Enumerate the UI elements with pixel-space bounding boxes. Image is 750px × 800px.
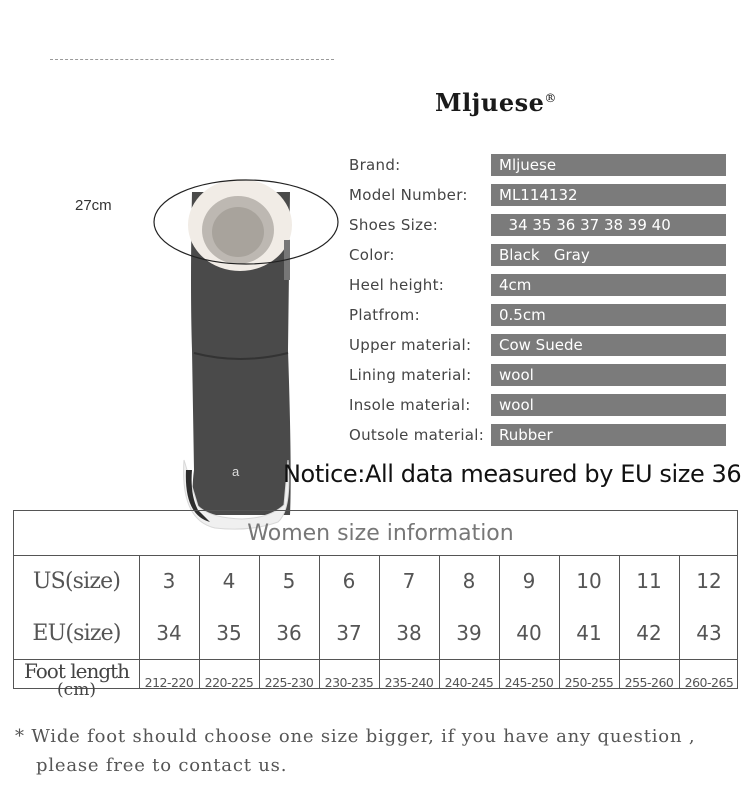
spec-row-color — [349, 244, 729, 266]
table-cell: 10 — [576, 569, 602, 593]
spec-row-model-number — [349, 184, 729, 206]
spec-value: wool — [491, 394, 726, 416]
table-cell: 212-220 — [144, 675, 194, 690]
spec-value: 0.5cm — [491, 304, 726, 326]
table-cell: 4 — [222, 569, 236, 593]
spec-value: 34 35 36 37 38 39 40 — [491, 214, 726, 236]
spec-row-platform — [349, 304, 729, 326]
table-cell: 36 — [276, 621, 302, 645]
spec-label: Outsole material: — [349, 426, 485, 444]
spec-row-outsole-material — [349, 424, 729, 446]
size-chart-table — [13, 510, 738, 700]
table-cell: 42 — [636, 621, 662, 645]
spec-label: Color: — [349, 246, 395, 264]
spec-label: Model Number: — [349, 186, 468, 204]
shaft-circumference-label: 27cm — [75, 197, 112, 214]
table-cell: 5 — [282, 569, 296, 593]
table-cell: 40 — [516, 621, 542, 645]
brand-logo: Mljuese® — [435, 88, 557, 117]
table-cell: 225-230 — [264, 675, 314, 690]
spec-label: Platfrom: — [349, 306, 420, 324]
footnote-line-1: * Wide foot should choose one size bigger, if you have any question , — [15, 726, 696, 747]
image-marker: a — [232, 464, 240, 479]
table-cell: 43 — [696, 621, 722, 645]
table-cell: 250-255 — [564, 675, 614, 690]
spec-row-brand — [349, 154, 729, 176]
spec-label: Lining material: — [349, 366, 472, 384]
table-cell: 12 — [696, 569, 722, 593]
table-cell: 35 — [216, 621, 242, 645]
measurement-notice: Notice:All data measured by EU size 36 — [283, 460, 742, 488]
sizing-footnote — [15, 722, 745, 780]
size-table-title: Women size information — [14, 511, 737, 556]
table-cell: 38 — [396, 621, 422, 645]
spec-row-heel-height — [349, 274, 729, 296]
table-cell: 41 — [576, 621, 602, 645]
table-cell: 3 — [162, 569, 176, 593]
table-cell: 7 — [402, 569, 416, 593]
spec-row-shoes-size — [349, 214, 729, 236]
spec-value: Mljuese — [491, 154, 726, 176]
table-cell: 9 — [522, 569, 536, 593]
spec-value: Rubber — [491, 424, 726, 446]
spec-value: Black Gray — [491, 244, 726, 266]
spec-label: Heel height: — [349, 276, 445, 294]
table-cell: 6 — [342, 569, 356, 593]
table-cell: 235-240 — [384, 675, 434, 690]
spec-label: Brand: — [349, 156, 401, 174]
table-cell: 220-225 — [204, 675, 254, 690]
table-cell: 230-235 — [324, 675, 374, 690]
foot-length-header: Foot length — [23, 659, 130, 683]
spec-value: 4cm — [491, 274, 726, 296]
spec-row-lining-material — [349, 364, 729, 386]
foot-length-unit: (cm) — [57, 680, 96, 700]
table-cell: 39 — [456, 621, 482, 645]
spec-row-upper-material — [349, 334, 729, 356]
us-size-header: US(size) — [32, 569, 121, 594]
table-cell: 8 — [462, 569, 476, 593]
table-cell: 240-245 — [444, 675, 494, 690]
spec-value: Cow Suede — [491, 334, 726, 356]
spec-value: ML114132 — [491, 184, 726, 206]
table-cell: 11 — [636, 569, 662, 593]
dashed-divider — [50, 59, 334, 60]
spec-value: wool — [491, 364, 726, 386]
table-cell: 34 — [156, 621, 182, 645]
table-cell: 245-250 — [504, 675, 554, 690]
spec-label: Insole material: — [349, 396, 471, 414]
table-cell: 260-265 — [684, 675, 734, 690]
spec-row-insole-material — [349, 394, 729, 416]
spec-label: Upper material: — [349, 336, 472, 354]
footnote-line-2: please free to contact us. — [36, 755, 288, 776]
spec-label: Shoes Size: — [349, 216, 439, 234]
eu-size-header: EU(size) — [32, 621, 121, 646]
table-cell: 37 — [336, 621, 362, 645]
table-cell: 255-260 — [624, 675, 674, 690]
